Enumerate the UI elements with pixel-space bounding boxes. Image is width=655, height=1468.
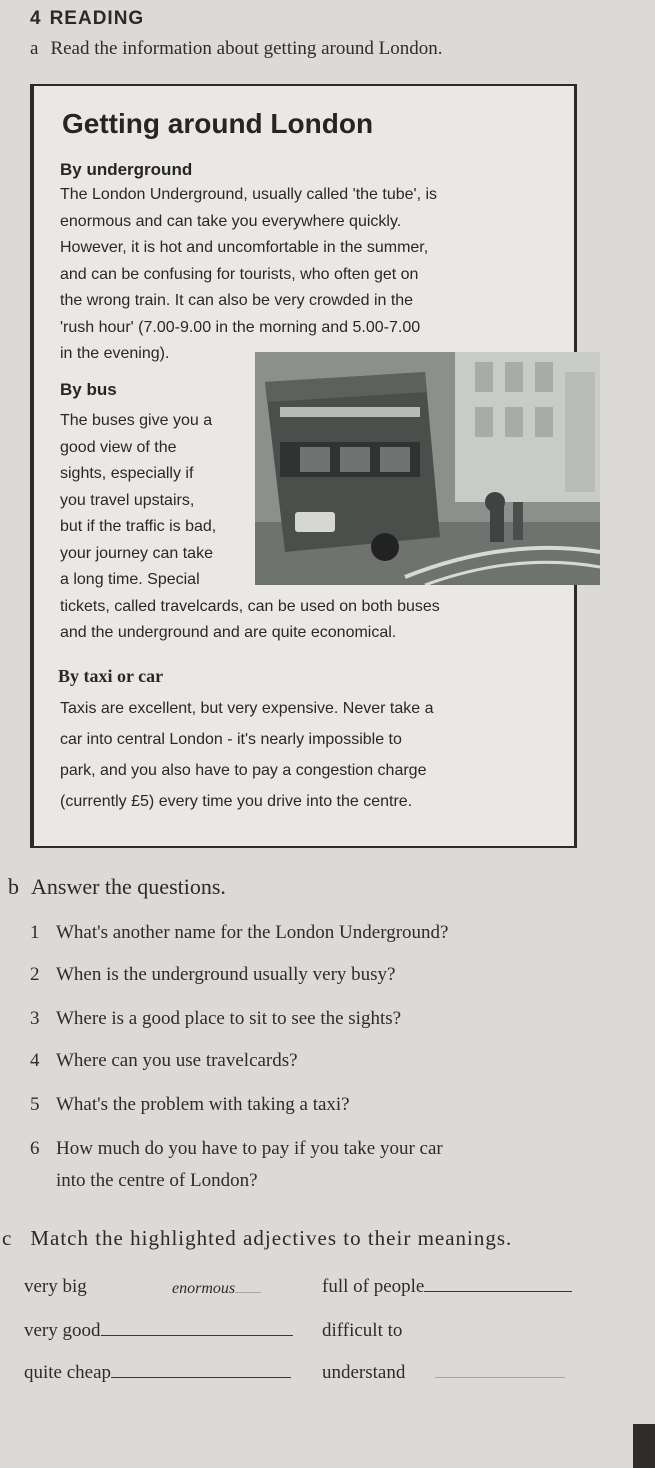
text-line: and the underground and are quite economical. (60, 624, 397, 641)
meaning-text: very good (24, 1320, 101, 1341)
part-a-text: Read the information about getting around London. (50, 38, 443, 59)
text-line: Taxis are excellent, but very expensive. Never take a (60, 700, 434, 717)
answer-blank[interactable] (435, 1376, 565, 1378)
question-number: 3 (30, 1008, 40, 1029)
text-line: The buses give you a (60, 412, 213, 429)
meaning-text: full of people (322, 1276, 425, 1297)
match-row-2-left (24, 1320, 293, 1342)
part-b-instruction (8, 874, 226, 900)
question-text: How much do you have to pay if you take your car (56, 1138, 443, 1159)
question-text: Where can you use travelcards? (56, 1050, 298, 1071)
underground-paragraph (60, 182, 437, 368)
text-line: your journey can take (60, 544, 213, 562)
text-line: the wrong train. It can also be very crowded in the (60, 292, 414, 309)
answer-blank[interactable] (424, 1290, 572, 1292)
underground-heading: By underground (60, 160, 193, 179)
text-line: (currently £5) every time you drive into the centre. (60, 793, 413, 810)
match-row-1-answer[interactable] (172, 1277, 261, 1299)
question-number: 1 (30, 922, 40, 943)
text-line: enormous and can take you everywhere quickly. (60, 212, 402, 230)
question-2 (30, 964, 395, 986)
question-1 (30, 922, 448, 944)
question-6 (30, 1138, 443, 1160)
text-line: sights, especially if (60, 465, 194, 482)
text-line: The London Underground, usually called 'the tube', is (60, 186, 438, 203)
text-line: tickets, called travelcards, can be used on both buses (60, 597, 440, 615)
answer-blank (235, 1291, 261, 1293)
question-text: What's the problem with taking a taxi? (56, 1094, 350, 1115)
text-line: you travel upstairs, (60, 491, 195, 509)
taxi-paragraph (60, 693, 434, 817)
answer-blank[interactable] (101, 1334, 293, 1336)
page-corner-mark (633, 1424, 655, 1468)
question-number: 5 (30, 1094, 40, 1115)
match-row-3-left (24, 1362, 291, 1384)
meaning-text: understand (322, 1362, 406, 1383)
part-c-instruction (2, 1226, 512, 1251)
text-line: park, and you also have to pay a congestion charge (60, 762, 427, 779)
match-row-1-right (322, 1276, 572, 1298)
article-title: Getting around London (62, 108, 374, 139)
question-number: 6 (30, 1138, 40, 1159)
match-row-2-right: difficult to (322, 1320, 403, 1341)
part-b-letter: b (8, 874, 19, 899)
section-title: READING (49, 8, 145, 29)
part-c-text: Match the highlighted adjectives to their meanings. (30, 1226, 513, 1250)
bus-photo (255, 352, 600, 585)
question-text: What's another name for the London Underground? (56, 922, 449, 943)
text-line: good view of the (60, 438, 177, 456)
question-number: 2 (30, 964, 40, 985)
answer-text: enormous (172, 1280, 236, 1297)
meaning-text: quite cheap (24, 1362, 112, 1383)
part-a-instruction (30, 38, 443, 60)
match-row-3-right (322, 1362, 565, 1384)
part-c-letter: c (2, 1226, 13, 1250)
bus-photo-drawing (255, 352, 600, 585)
section-heading (30, 8, 144, 30)
question-3 (30, 1008, 401, 1030)
text-line: car into central London - it's nearly impossible to (60, 731, 402, 748)
question-number: 4 (30, 1050, 40, 1071)
text-line: However, it is hot and uncomfortable in the summer, (60, 239, 429, 256)
taxi-heading: By taxi or car (58, 666, 164, 686)
question-4 (30, 1050, 298, 1072)
bus-heading: By bus (60, 380, 117, 399)
match-row-1-left: very big (24, 1276, 87, 1297)
text-line: and can be confusing for tourists, who often get on (60, 265, 419, 283)
answer-blank[interactable] (111, 1376, 291, 1378)
question-6-continued: into the centre of London? (56, 1170, 258, 1191)
text-line: but if the traffic is bad, (60, 518, 217, 535)
part-a-letter: a (30, 38, 39, 59)
part-b-text: Answer the questions. (31, 874, 226, 899)
text-line: 'rush hour' (7.00-9.00 in the morning and 5.00-7.00 (60, 318, 421, 336)
text-line: in the evening). (60, 345, 170, 362)
text-line: a long time. Special (60, 571, 200, 588)
question-text: Where is a good place to sit to see the sights? (56, 1008, 402, 1029)
section-number: 4 (30, 8, 42, 29)
question-text: When is the underground usually very busy? (56, 964, 396, 985)
question-5 (30, 1094, 350, 1116)
